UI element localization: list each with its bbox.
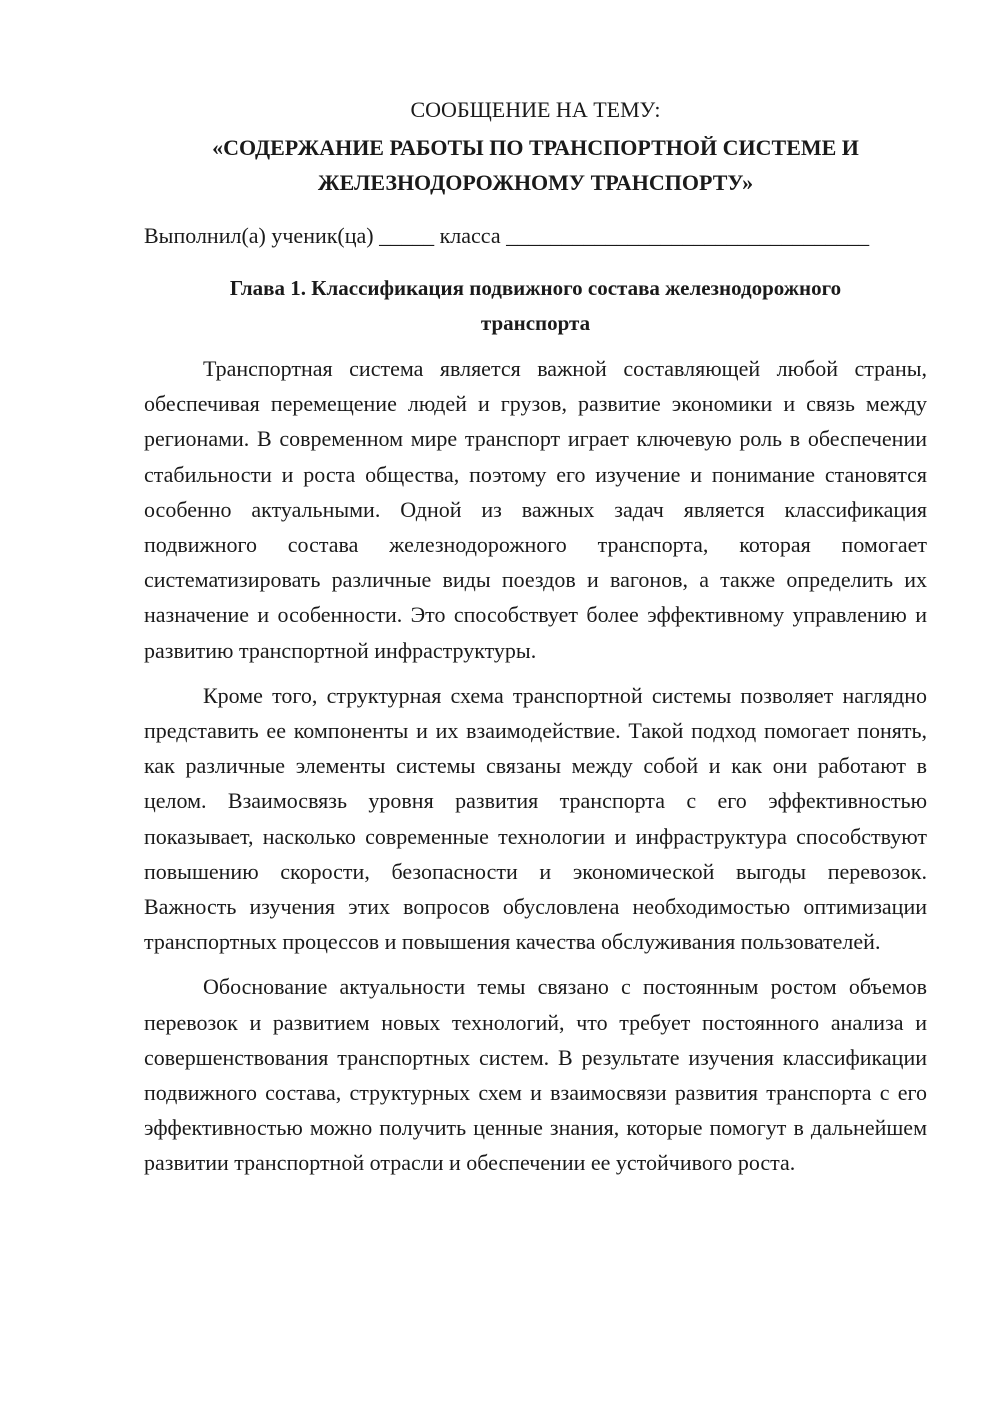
topic-title-line-2: ЖЕЛЕЗНОДОРОЖНОМУ ТРАНСПОРТУ»	[317, 170, 754, 195]
subject-label: СООБЩЕНИЕ НА ТЕМУ:	[410, 97, 661, 122]
paragraph-2: Кроме того, структурная схема транспортной системы позволяет наглядно представить ее компоненты и их взаимодействие. Такой подход помогает понять, как различные элементы системы связаны между собой и как они работают в целом. Взаимосвязь уровня развития транспорта с его эффективностью показывает, насколько современные технологии и инфраструктура способствуют повышению скорости, безопасности и экономической выгоды перевозок. Важность изучения этих вопросов обусловлена необходимостью оптимизации транспортных процессов и повышения качества обслуживания пользователей.	[144, 682, 927, 955]
author-line: Выполнил(а) ученик(ца) _____ класса _________________________________	[144, 223, 870, 248]
chapter-title-line-1: Глава 1. Классификация подвижного состава железнодорожного	[229, 276, 842, 300]
paragraph-1: Транспортная система является важной составляющей любой страны, обеспечивая перемещение людей и грузов, развитие экономики и связь между регионами. В современном мире транспорт играет ключевую роль в обеспечении стабильности и роста общества, поэтому его изучение и понимание становятся особенно актуальными. Одной из важных задач является классификация подвижного состава железнодорожного транспорта, которая помогает систематизировать различные виды поездов и вагонов, а также определить их назначение и особенности. Это способствует более эффективному управлению и развитию транспортной инфраструктуры.	[144, 356, 927, 663]
paragraph-3: Обоснование актуальности темы связано с постоянным ростом объемов перевозок и развитием новых технологий, что требует постоянного анализа и совершенствования транспортных систем. В результате изучения классификации подвижного состава, структурных схем и взаимосвязи развития транспорта с его эффективностью можно получить ценные знания, которые помогут в дальнейшем развитии транспортной отрасли и обеспечении ее устойчивого роста.	[144, 974, 927, 1176]
topic-title-line-1: «СОДЕРЖАНИЕ РАБОТЫ ПО ТРАНСПОРТНОЙ СИСТЕМЕ И	[212, 135, 859, 160]
chapter-title-line-2: транспорта	[480, 311, 591, 335]
